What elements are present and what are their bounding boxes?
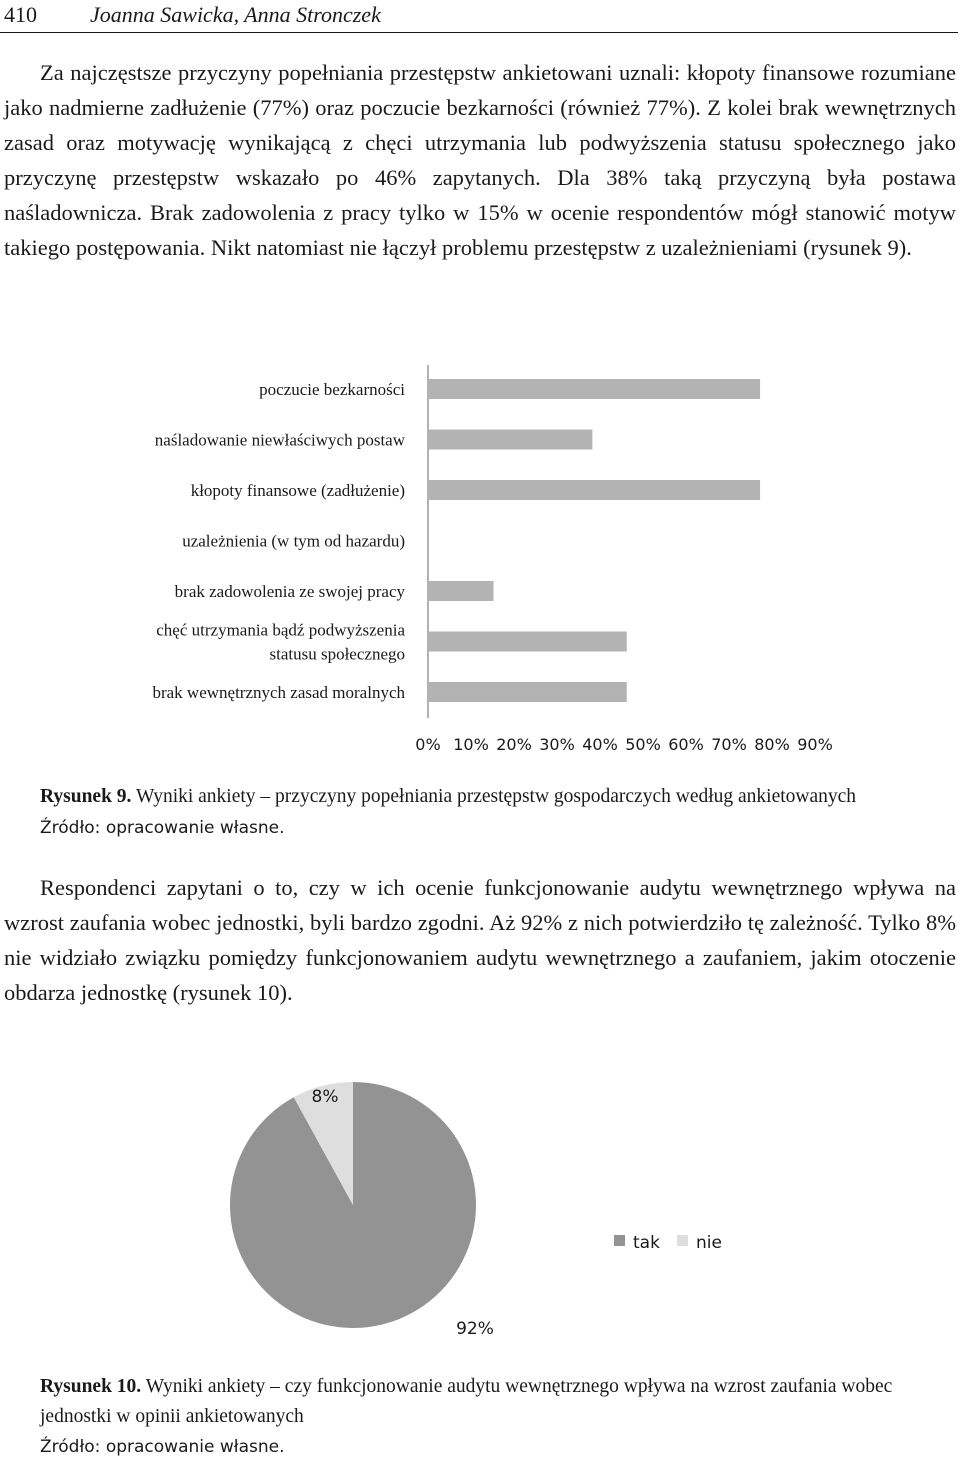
legend-label: tak	[633, 1233, 660, 1253]
figure-10-caption	[40, 1372, 958, 1432]
figure-9-bar-chart	[0, 350, 960, 770]
body-paragraph-2: Respondenci zapytani o to, czy w ich ocenie funkcjonowanie audytu wewnętrznego wpływa na wzrost zaufania wobec jednostki, byli bardzo zgodni. Aż 92% z nich potwierdziło tę zależność. Tylko 8% nie widziało związku pomiędzy funkcjonowaniem audytu wewnętrznego a zaufaniem, jakim otoczenie obdarza jednostkę (rysunek 10).	[4, 875, 956, 1005]
x-tick-label: 30%	[539, 735, 575, 754]
bar	[429, 682, 627, 702]
pie-value-label: 8%	[311, 1087, 339, 1107]
bar-category-label	[155, 431, 406, 450]
header-rule	[0, 32, 958, 33]
bar-category-label-line: uzależnienia (w tym od hazardu)	[182, 531, 405, 551]
figure-10-source: Źródło: opracowanie własne.	[40, 1437, 285, 1457]
body-paragraph-1: Za najczęstsze przyczyny popełniania przestępstw ankietowani uznali: kłopoty finansowe rozumiane jako nadmierne zadłużenie (77%) oraz poczucie bezkarności (również 77%). Z kolei brak wewnętrznych zasad oraz motywację wynikającą z chęci utrzymania lub podwyższenia statusu społecznego jako przyczynę przestępstw wskazało po 46% zapytanych. Dla 38% taką przyczyną była postawa naśladownicza. Brak zadowolenia z pracy tylko w 15% w ocenie respondentów mógł stanowić motyw takiego postępowania. Nikt natomiast nie łączył problemu przestępstw z uzależnieniami (rysunek 9).	[4, 60, 956, 260]
bar	[429, 430, 592, 450]
bar-category-label-line: statusu społecznego	[269, 644, 405, 664]
figure-10-caption-text: Wyniki ankiety – czy funkcjonowanie audytu wewnętrznego wpływa na wzrost zaufania wobec jednostki w opinii ankietowanych	[40, 1376, 893, 1427]
page-header	[0, 0, 960, 36]
bar-category-label-line: kłopoty finansowe (zadłużenie)	[190, 481, 405, 500]
pie-value-label: 92%	[456, 1319, 494, 1339]
x-tick-label: 80%	[754, 735, 790, 754]
figure-9-caption-text: Wyniki ankiety – przyczyny popełniania przestępstw gospodarczych według ankietowanych	[131, 786, 857, 807]
bar	[429, 581, 494, 601]
pie-chart-svg	[0, 1060, 960, 1360]
bar	[429, 632, 627, 652]
x-tick-label: 90%	[797, 735, 833, 754]
bar-category-label-line: brak wewnętrznych zasad moralnych	[152, 683, 405, 702]
figure-10-label: Rysunek 10.	[40, 1376, 142, 1397]
x-tick-label: 60%	[668, 735, 704, 754]
bar-category-label	[156, 621, 405, 664]
bar-chart-svg	[0, 350, 960, 770]
figure-9-label: Rysunek 9.	[40, 786, 132, 807]
bar-category-label-line: poczucie bezkarności	[259, 380, 405, 399]
bar-category-label	[175, 582, 406, 601]
bar-category-label	[259, 380, 405, 399]
bar-category-label-line: naśladowanie niewłaściwych postaw	[154, 430, 405, 450]
running-head-authors: Joanna Sawicka, Anna Stronczek	[90, 2, 381, 27]
x-tick-label: 0%	[415, 735, 441, 754]
figure-9-caption	[40, 782, 958, 812]
figure-10-pie-chart	[0, 1060, 960, 1360]
legend-swatch	[677, 1235, 688, 1246]
bar	[429, 379, 760, 399]
x-tick-label: 70%	[711, 735, 747, 754]
x-tick-label: 40%	[582, 735, 618, 754]
legend-swatch	[614, 1235, 625, 1246]
bar-category-label-line: chęć utrzymania bądź podwyższenia	[156, 620, 405, 640]
bar	[429, 480, 760, 500]
x-tick-label: 50%	[625, 735, 661, 754]
bar-category-label-line: brak zadowolenia ze swojej pracy	[174, 582, 405, 601]
bar-category-label	[152, 683, 405, 702]
legend-label: nie	[696, 1233, 722, 1253]
bar-category-label	[191, 481, 405, 500]
bar-category-label	[182, 532, 405, 551]
page-number: 410	[4, 2, 37, 27]
x-tick-label: 20%	[496, 735, 532, 754]
figure-9-source: Źródło: opracowanie własne.	[40, 818, 285, 838]
x-tick-label: 10%	[453, 735, 489, 754]
